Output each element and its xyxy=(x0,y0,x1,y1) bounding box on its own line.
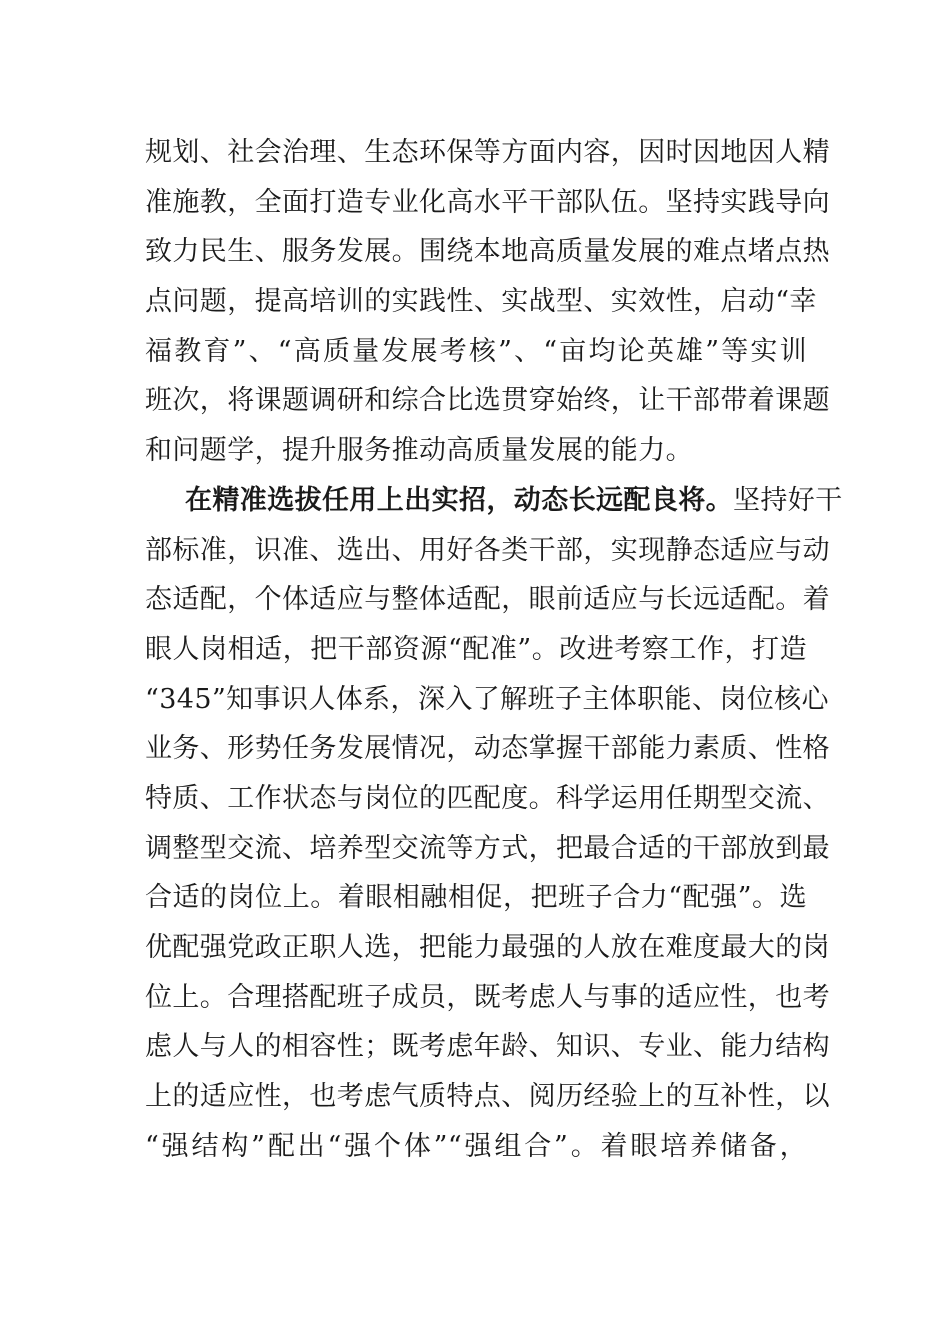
text-line: 准施教，全面打造专业化高水平干部队伍。坚持实践导向 xyxy=(145,186,830,218)
paragraph-lead-heading: 在精准选拔任用上出实招，动态长远配良将。 xyxy=(185,484,733,516)
text-line: 规划、社会治理、生态环保等方面内容，因时因地因人精 xyxy=(145,137,830,168)
text-line: 特质、工作状态与岗位的匹配度。科学运用任期型交流、 xyxy=(145,782,830,814)
paragraph-2 xyxy=(145,476,843,1172)
text-line: 和问题学，提升服务推动高质量发展的能力。 xyxy=(145,435,693,467)
text-line: 眼人岗相适，把干部资源“配准”。改进考察工作，打造 xyxy=(145,633,807,665)
document-body xyxy=(145,128,843,1171)
text-line: 班次，将课题调研和综合比选贯穿始终，让干部带着课题 xyxy=(145,385,830,417)
text-line: 福教育”、“高质量发展考核”、“亩均论英雄”等实训 xyxy=(145,335,807,367)
text-line: 态适配，个体适应与整体适配，眼前适应与长远适配。着 xyxy=(145,584,830,616)
paragraph-1 xyxy=(145,128,830,476)
text-line: 调整型交流、培养型交流等方式，把最合适的干部放到最 xyxy=(145,832,830,864)
text-line: “345”知事识人体系，深入了解班子主体职能、岗位核心 xyxy=(145,683,829,715)
text-line: “强结构”配出“强个体”“强组合”。着眼培养储备， xyxy=(145,1130,807,1162)
paragraph-first-line xyxy=(145,476,843,526)
text-line: 虑人与人的相容性；既考虑年龄、知识、专业、能力结构 xyxy=(145,1031,830,1063)
text-line: 业务、形势任务发展情况，动态掌握干部能力素质、性格 xyxy=(145,733,830,765)
text-line: 优配强党政正职人选，把能力最强的人放在难度最大的岗 xyxy=(145,932,830,963)
text-line: 合适的岗位上。着眼相融相促，把班子合力“配强”。选 xyxy=(145,882,807,914)
first-line-text: 坚持好干 xyxy=(733,484,843,516)
text-line: 部标准，识准、选出、用好各类干部，实现静态适应与动 xyxy=(145,534,830,566)
text-line: 位上。合理搭配班子成员，既考虑人与事的适应性，也考 xyxy=(145,981,830,1013)
text-line: 点问题，提高培训的实践性、实战型、实效性，启动“幸 xyxy=(145,286,817,318)
text-line: 上的适应性，也考虑气质特点、阅历经验上的互补性，以 xyxy=(145,1081,830,1113)
text-line: 致力民生、服务发展。围绕本地高质量发展的难点堵点热 xyxy=(145,236,830,268)
